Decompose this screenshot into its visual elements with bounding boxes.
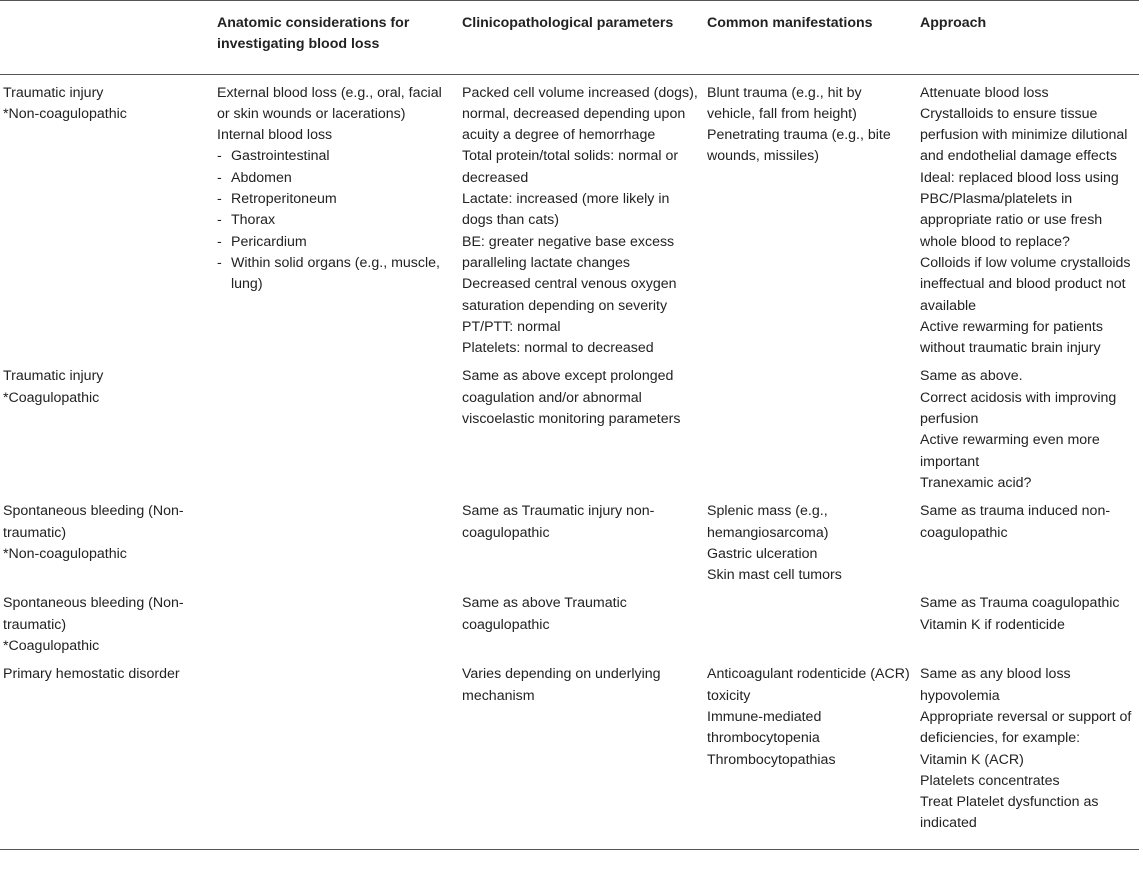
cell-line: Crystalloids to ensure tissue perfusion with minimize dilutional and endothelial damage effects (920, 105, 1128, 165)
clinico-cell (459, 593, 704, 664)
table-row (0, 366, 1139, 501)
cell-line: *Coagulopathic (3, 638, 100, 655)
approach-cell (917, 664, 1139, 849)
manifest-cell (704, 366, 917, 501)
cell-line: Vitamin K if rodenticide (920, 616, 1065, 633)
list-item: - Thorax (217, 210, 455, 231)
cell-line: Same as Traumatic injury non-coagulopathic (462, 503, 655, 541)
list-item: - Within solid organs (e.g., muscle, lung) (217, 253, 455, 296)
manifest-cell (704, 74, 917, 366)
cell-line: Decreased central venous oxygen saturation depending on severity (462, 276, 677, 314)
cell-line: Same as Trauma coagulopathic (920, 595, 1120, 612)
cell-line: Spontaneous bleeding (Non-traumatic) (3, 503, 184, 541)
cell-line: Internal blood loss (217, 127, 333, 144)
cell-line: Same as above Traumatic coagulopathic (462, 595, 627, 633)
manifest-cell (704, 664, 917, 849)
cell-line: Traumatic injury (3, 84, 104, 101)
list-item: - Gastrointestinal (217, 146, 455, 167)
cell-line: BE: greater negative base excess paralleling lactate changes (462, 233, 675, 271)
cell-line: Thrombocytopathias (707, 751, 836, 768)
table-header (0, 1, 1139, 75)
cell-line: Tranexamic acid? (920, 474, 1032, 491)
cell-line: Blunt trauma (e.g., hit by vehicle, fall from height) (707, 84, 862, 122)
cell-line: Total protein/total solids: normal or decreased (462, 148, 679, 186)
table-row (0, 664, 1139, 849)
cell-line: Anticoagulant rodenticide (ACR) toxicity (707, 666, 910, 704)
approach-cell (917, 366, 1139, 501)
condition-cell (0, 501, 214, 593)
anatomic-cell (214, 664, 459, 849)
condition-cell (0, 74, 214, 366)
cell-line: Skin mast cell tumors (707, 567, 842, 584)
clinico-cell (459, 501, 704, 593)
cell-line: Platelets: normal to decreased (462, 340, 654, 357)
cell-line: External blood loss (e.g., oral, facial or skin wounds or lacerations) (217, 84, 442, 122)
cell-line: Packed cell volume increased (dogs), normal, decreased depending upon acuity a degree of hemorrhage (462, 84, 698, 144)
cell-line: Primary hemostatic disorder (3, 666, 180, 683)
anatomic-cell (214, 366, 459, 501)
cell-line: Gastric ulceration (707, 545, 818, 562)
list-item: - Retroperitoneum (217, 189, 455, 210)
cell-line: Spontaneous bleeding (Non-traumatic) (3, 595, 184, 633)
manifest-cell (704, 593, 917, 664)
cell-line: Colloids if low volume crystalloids ineffectual and blood product not available (920, 254, 1131, 314)
cell-line: *Non-coagulopathic (3, 545, 127, 562)
cell-line: Lactate: increased (more likely in dogs than cats) (462, 191, 670, 229)
approach-cell (917, 501, 1139, 593)
cell-line: Ideal: replaced blood loss using PBC/Plasma/platelets in appropriate ratio or use fresh whole blood to replace? (920, 169, 1119, 250)
header-clinicopathological: Clinicopathological parameters (459, 1, 704, 75)
manifest-cell (704, 501, 917, 593)
cell-line: Treat Platelet dysfunction as indicated (920, 794, 1099, 832)
cell-line: Immune-mediated thrombocytopenia (707, 708, 822, 747)
list-item: - Abdomen (217, 168, 455, 189)
cell-line: Same as above except prolonged coagulation and/or abnormal viscoelastic monitoring parameters (462, 368, 681, 428)
table-row (0, 501, 1139, 593)
approach-cell (917, 593, 1139, 664)
cell-line: Same as trauma induced non-coagulopathic (920, 503, 1111, 541)
table-row (0, 74, 1139, 366)
header-approach: Approach (917, 1, 1139, 75)
list-item: - Pericardium (217, 232, 455, 253)
cell-line: Appropriate reversal or support of deficiencies, for example: (920, 708, 1132, 747)
clinico-cell (459, 366, 704, 501)
condition-cell (0, 593, 214, 664)
header-manifestations: Common manifestations (704, 1, 917, 75)
anatomic-cell (214, 501, 459, 593)
cell-line: Platelets concentrates (920, 772, 1060, 789)
clinico-cell (459, 74, 704, 366)
cell-line: Active rewarming for patients without traumatic brain injury (920, 318, 1103, 357)
cell-line: Same as above. (920, 368, 1023, 385)
cell-line: Attenuate blood loss (920, 84, 1049, 101)
cell-line: *Non-coagulopathic (3, 105, 127, 122)
cell-line: Penetrating trauma (e.g., bite wounds, missiles) (707, 127, 891, 165)
cell-line: *Coagulopathic (3, 389, 100, 406)
cell-line: Splenic mass (e.g., hemangiosarcoma) (707, 503, 829, 541)
condition-cell (0, 664, 214, 849)
cell-line: Active rewarming even more important (920, 432, 1100, 470)
condition-cell (0, 366, 214, 501)
anatomic-cell (214, 593, 459, 664)
header-condition (0, 1, 214, 75)
clinico-cell (459, 664, 704, 849)
approach-cell (917, 74, 1139, 366)
cell-line: Varies depending on underlying mechanism (462, 666, 661, 704)
table-row (0, 593, 1139, 664)
cell-line: Vitamin K (ACR) (920, 751, 1024, 768)
cell-line: Traumatic injury (3, 368, 104, 385)
anatomic-cell (214, 74, 459, 366)
cell-line: PT/PTT: normal (462, 318, 561, 335)
cell-line: Same as any blood loss hypovolemia (920, 666, 1071, 704)
table-body (0, 74, 1139, 849)
cell-line: Correct acidosis with improving perfusion (920, 389, 1117, 428)
header-anatomic: Anatomic considerations for investigating blood loss (214, 1, 459, 75)
